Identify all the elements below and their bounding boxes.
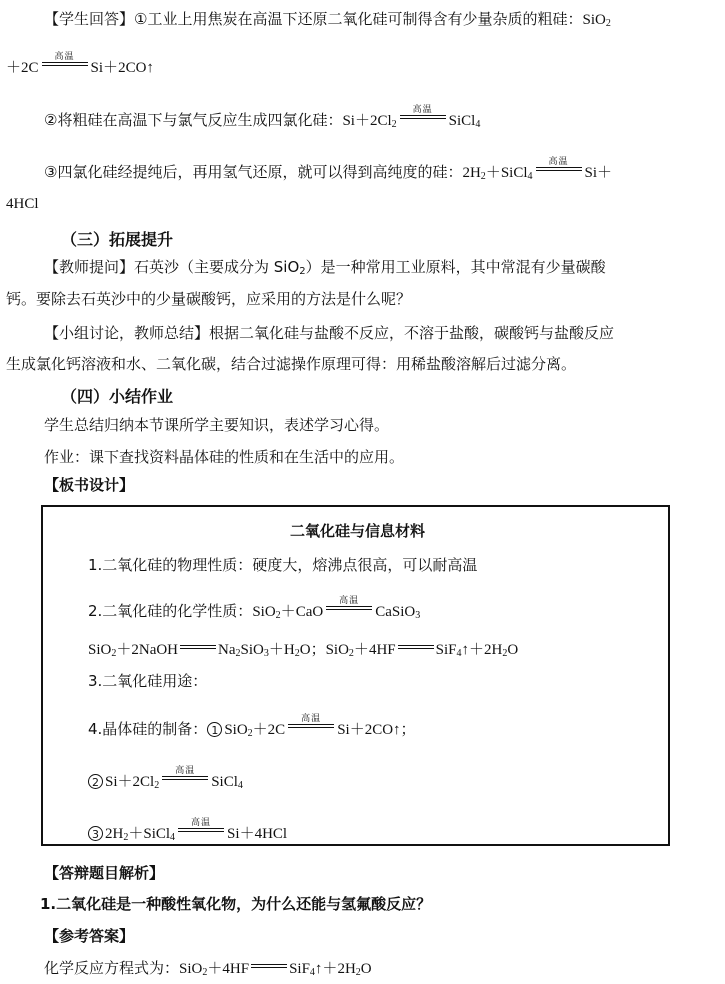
high-temp-condition: 高温 [42,59,88,71]
teacher-question-line-1: 【教师提问】石英沙（主要成分为 SiO$_2$）是一种常用工业原料，其中常混有少量碳酸 [44,258,606,277]
answer-analysis-label: 【答辩题目解析】 [44,864,165,882]
homework-text: 作业：课下查找资料晶体硅的性质和在生活中的应用。 [44,448,405,466]
circled-number-3: 3 [88,826,103,841]
board-item-1: 1.二氧化硅的物理性质：硬度大，熔沸点很高，可以耐高温 [88,556,478,574]
board-step-3: 3 $2H_2+SiCl_4$ 高温 Si＋4HCl [88,822,287,843]
equation-sio2-hf: SiO$_2$＋4HF $SiF_4↑+2H_2O$ [179,961,372,978]
step-1-marker: ① [134,10,148,28]
intro-text-3: ③四氯化硅经提纯后，再用氢气还原，就可以得到高纯度的硅： [44,163,463,181]
intro-text-2: ②将粗硅在高温下与氯气反应生成四氯化硅： [44,111,343,129]
section-4-heading: （四）小结作业 [61,387,174,406]
teacher-question-line-2: 钙。要除去石英沙中的少量碳酸钙，应采用的方法是什么呢？ [6,290,412,308]
group-discussion-line-2: 生成氯化钙溶液和水、二氧化碳，结合过滤操作原理可得：用稀盐酸溶解后过滤分离。 [6,355,577,373]
reference-answer-line: 化学反应方程式为：SiO$_2$＋4HF $SiF_4↑+2H_2O$ [44,959,372,978]
group-discussion-label: 【小组讨论，教师总结】 [44,324,210,342]
summary-text: 学生总结归纳本节课所学主要知识，表述学习心得。 [44,416,390,434]
group-discussion-line-1: 【小组讨论，教师总结】根据二氧化硅与盐酸不反应，不溶于盐酸，碳酸钙与盐酸反应 [44,324,615,342]
formula-sio2: SiO$_2$ [582,12,611,29]
equation-3-cont: 4HCl [6,196,39,212]
board-item-3: 3.二氧化硅用途： [88,672,208,690]
student-answer-label: 【学生回答】 [44,10,135,28]
board-step-2: 2 $Si+2Cl_2$ 高温 SiCl$_4$ [88,770,243,791]
equation-2: $Si+2Cl_2$ 高温 SiCl$_4$ [342,105,481,130]
board-design-label: 【板书设计】 [44,476,135,494]
section-3-heading: （三）拓展提升 [61,230,174,249]
equation-naoh-hf: SiO$_2$＋2NaOH $Na_2SiO_3+H_2O$；SiO$_2$＋4HF $SiF_4↑+2H_2O$ [88,642,519,659]
intro-line-2 [44,105,481,130]
equation-sio2-cao: SiO$_2$＋CaO 高温 CaSiO$_3$ [252,596,421,621]
intro-line-1 [44,8,611,29]
intro-line-3 [44,157,613,182]
intro-text-1: 工业上用焦炭在高温下还原二氧化硅可制得含有少量杂质的粗硅： [147,10,583,28]
circled-number-1: 1 [207,722,222,737]
equation-3: $2H_2+SiCl_4$ 高温 Si＋ [462,157,613,182]
board-title: 二氧化硅与信息材料 [290,522,426,540]
equation-1-cont: ＋2C 高温 Si＋2CO↑ [6,52,154,76]
circled-number-2: 2 [88,774,103,789]
board-item-2: 2.二氧化硅的化学性质：SiO$_2$＋CaO 高温 CaSiO$_3$ [88,596,421,621]
teacher-question-label: 【教师提问】 [44,258,135,276]
board-item-4: 4.晶体硅的制备： 1 SiO$_2$＋2C 高温 Si＋2CO↑； [88,714,416,739]
reference-answer-label: 【参考答案】 [44,927,135,945]
answer-question: 1.二氧化硅是一种酸性氧化物，为什么还能与氢氟酸反应？ [40,895,432,913]
